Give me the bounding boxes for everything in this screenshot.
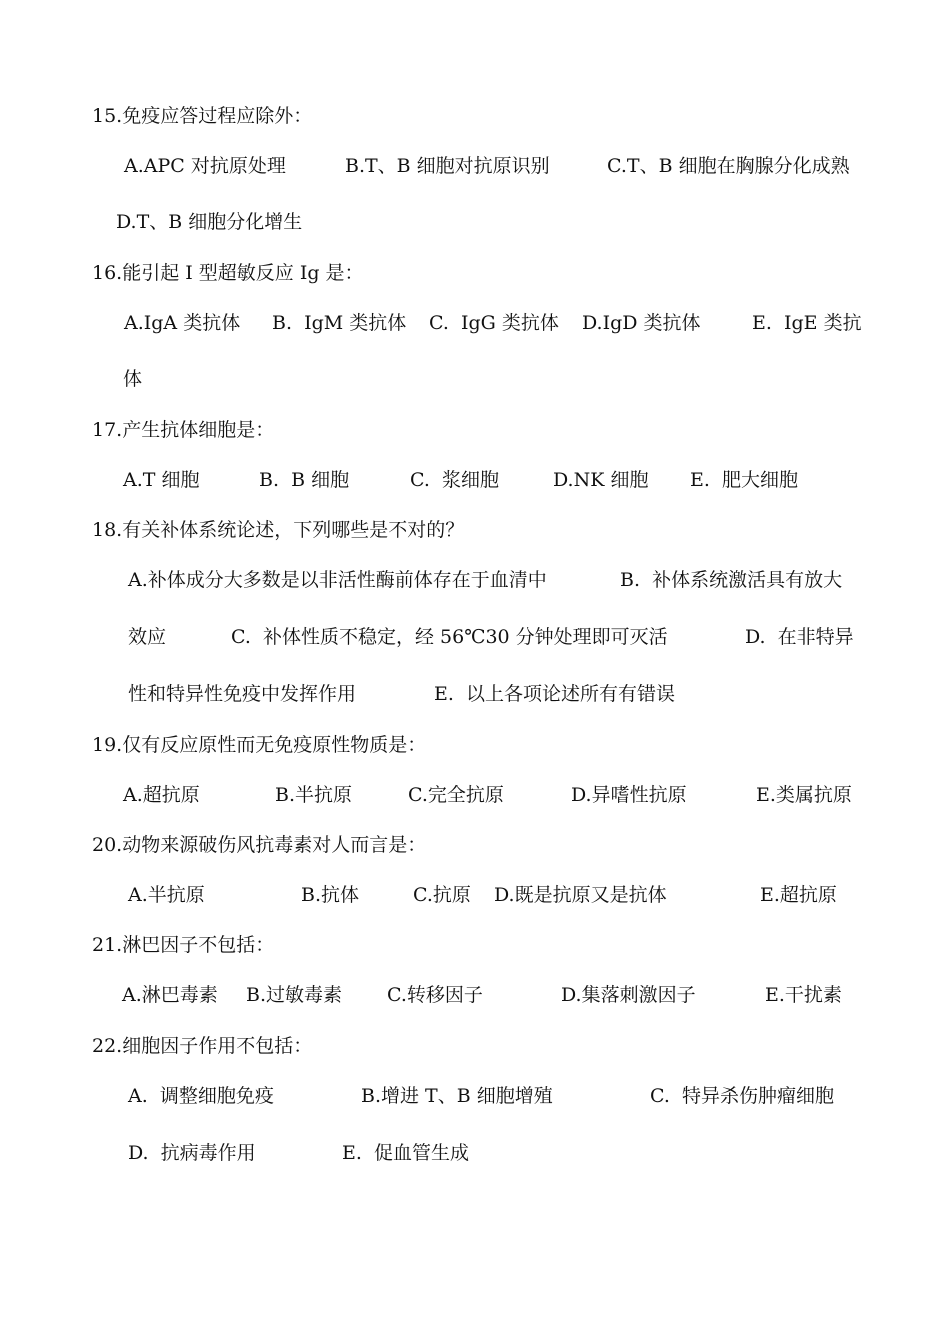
q15-option-c: C.T、B 细胞在胸腺分化成熟 xyxy=(607,155,850,177)
q19-option-d: D.异嗜性抗原 xyxy=(571,784,687,806)
q22-option-c: C. 特异杀伤肿瘤细胞 xyxy=(650,1085,834,1107)
q17-option-b: B. B 细胞 xyxy=(259,469,350,491)
q19-option-b: B.半抗原 xyxy=(275,784,353,806)
q16-option-d: D.IgD 类抗体 xyxy=(582,312,701,334)
q20-option-c: C.抗原 xyxy=(413,884,471,906)
question-18-stem: 18.有关补体系统论述，下列哪些是不对的？ xyxy=(92,519,465,541)
q20-option-d: D.既是抗原又是抗体 xyxy=(494,884,667,906)
question-19-stem: 19.仅有反应原性而无免疫原性物质是： xyxy=(92,734,427,756)
q18-option-d: D. 在非特异 xyxy=(745,626,854,648)
q20-option-e: E.超抗原 xyxy=(760,884,837,906)
q19-option-e: E.类属抗原 xyxy=(756,784,852,806)
q22-option-e: E. 促血管生成 xyxy=(342,1142,469,1164)
q18-option-a: A.补体成分大多数是以非活性酶前体存在于血清中 xyxy=(128,569,547,591)
q16-option-b: B. IgM 类抗体 xyxy=(272,312,407,334)
q17-option-d: D.NK 细胞 xyxy=(553,469,649,491)
q22-option-d: D. 抗病毒作用 xyxy=(128,1142,256,1164)
question-15-stem: 15.免疫应答过程应除外： xyxy=(92,105,313,127)
q19-option-c: C.完全抗原 xyxy=(408,784,504,806)
question-21-stem: 21.淋巴因子不包括： xyxy=(92,934,275,956)
q17-option-c: C. 浆细胞 xyxy=(410,469,499,491)
q15-option-d: D.T、B 细胞分化增生 xyxy=(116,211,303,233)
q18-option-d-continued: 性和特异性免疫中发挥作用 xyxy=(128,683,357,705)
q17-option-a: A.T 细胞 xyxy=(123,469,200,491)
q21-option-d: D.集落刺激因子 xyxy=(561,984,696,1006)
q21-option-c: C.转移因子 xyxy=(387,984,483,1006)
question-20-stem: 20.动物来源破伤风抗毒素对人而言是： xyxy=(92,834,427,856)
q16-option-a: A.IgA 类抗体 xyxy=(124,312,241,334)
q18-option-e: E. 以上各项论述所有有错误 xyxy=(434,683,675,705)
q18-option-c: C. 补体性质不稳定，经 56℃30 分钟处理即可灭活 xyxy=(231,626,668,648)
question-16-stem: 16.能引起 I 型超敏反应 Ig 是： xyxy=(92,262,364,284)
q16-option-c: C. IgG 类抗体 xyxy=(429,312,559,334)
q19-option-a: A.超抗原 xyxy=(123,784,200,806)
question-17-stem: 17.产生抗体细胞是： xyxy=(92,419,275,441)
q22-option-a: A. 调整细胞免疫 xyxy=(128,1085,274,1107)
q21-option-e: E.干扰素 xyxy=(765,984,842,1006)
q18-option-b-continued: 效应 xyxy=(128,626,167,648)
q21-option-b: B.过敏毒素 xyxy=(246,984,343,1006)
q20-option-b: B.抗体 xyxy=(301,884,360,906)
q16-option-e: E. IgE 类抗 xyxy=(752,312,862,334)
q21-option-a: A.淋巴毒素 xyxy=(122,984,218,1006)
q15-option-a: A.APC 对抗原处理 xyxy=(124,155,286,177)
q15-option-b: B.T、B 细胞对抗原识别 xyxy=(345,155,550,177)
question-22-stem: 22.细胞因子作用不包括： xyxy=(92,1035,313,1057)
q18-option-b: B. 补体系统激活具有放大 xyxy=(620,569,843,591)
q16-option-e-continued: 体 xyxy=(123,368,143,390)
q20-option-a: A.半抗原 xyxy=(128,884,205,906)
q17-option-e: E. 肥大细胞 xyxy=(690,469,798,491)
q22-option-b: B.增进 T、B 细胞增殖 xyxy=(361,1085,553,1107)
